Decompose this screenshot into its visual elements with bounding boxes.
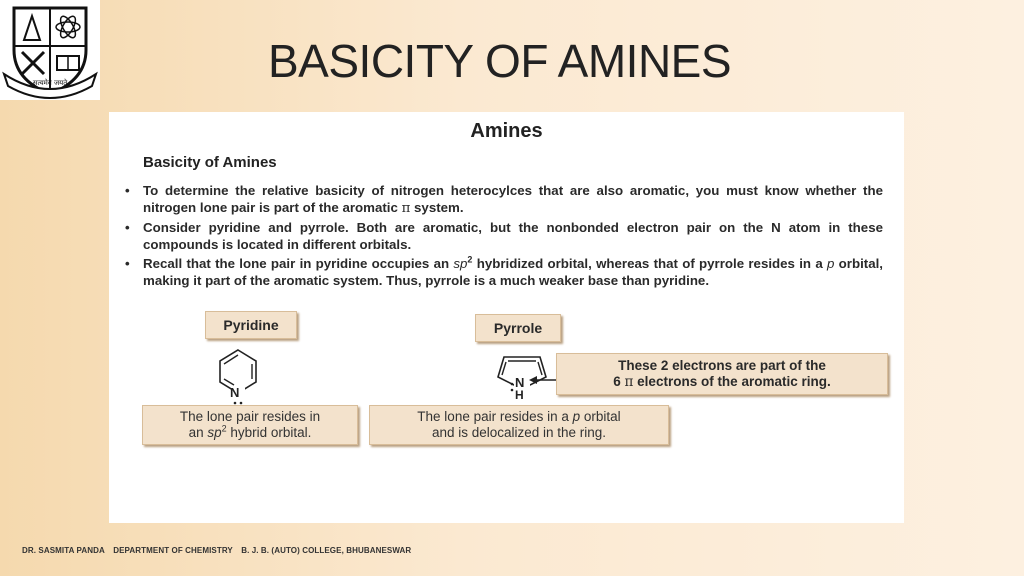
pyrrole-callout bbox=[556, 353, 888, 395]
pyridine-note-sp: sp bbox=[207, 425, 222, 440]
bullet-text-3c: orbital, making it part of the aromatic system. Thus, pyrrole is a much weaker base than pyridine. bbox=[143, 256, 883, 288]
bullet-dot: • bbox=[125, 256, 130, 271]
callout-line-2-post: electrons of the aromatic ring. bbox=[633, 374, 831, 389]
pyrrole-note-post: orbital bbox=[580, 409, 621, 424]
callout-line-1: These 2 electrons are part of the bbox=[618, 358, 826, 373]
pyrrole-note bbox=[369, 405, 669, 445]
sp-superscript: 2 bbox=[467, 254, 473, 265]
bullet-text-3b: hybridized orbital, whereas that of pyrrole resides in a bbox=[472, 256, 827, 271]
footer-author: DR. SASMITA PANDA bbox=[22, 546, 105, 555]
pyridine-note-pre: an bbox=[188, 425, 208, 440]
panel-heading: Amines bbox=[470, 120, 543, 142]
content-panel bbox=[109, 112, 904, 523]
pyridine-nitrogen-label: N bbox=[230, 385, 240, 400]
section-heading: Basicity of Amines bbox=[143, 154, 277, 171]
pyrrole-nitrogen-label: N bbox=[515, 375, 525, 390]
slide-title: BASICITY OF AMINES bbox=[268, 35, 732, 87]
pyrrole-note-line-2: and is delocalized in the ring. bbox=[431, 425, 607, 440]
sp-italic: sp bbox=[453, 256, 468, 271]
pyridine-note bbox=[142, 405, 358, 445]
footer bbox=[22, 546, 417, 555]
pyridine-note-line-2 bbox=[189, 425, 312, 441]
pyrrole-note-pre: The lone pair resides in a bbox=[417, 409, 573, 424]
pyridine-note-line-1: The lone pair resides in bbox=[179, 409, 321, 424]
bullet-text-3a: Recall that the lone pair in pyridine occupies an bbox=[143, 256, 454, 271]
footer-department: DEPARTMENT OF CHEMISTRY bbox=[113, 546, 233, 555]
bullet-item bbox=[123, 182, 883, 217]
pyrrole-note-p: p bbox=[572, 409, 581, 424]
bullet-list bbox=[123, 182, 883, 291]
pyridine-note-post: hybrid orbital. bbox=[226, 425, 312, 440]
callout-line-2 bbox=[613, 374, 830, 390]
pyrrole-hydrogen-label: H bbox=[515, 388, 524, 402]
bullet-text-1b: system. bbox=[410, 200, 464, 215]
pyrrole-label: Pyrrole bbox=[475, 314, 561, 342]
bullet-item bbox=[123, 255, 883, 289]
pi-symbol: π bbox=[401, 201, 411, 216]
logo-motto: सत्यमेव जयते bbox=[32, 79, 68, 87]
p-italic: p bbox=[826, 256, 835, 271]
callout-pi-symbol: π bbox=[624, 374, 634, 390]
pyrrole-note-line-1 bbox=[417, 409, 620, 425]
bullet-dot: • bbox=[125, 220, 130, 235]
callout-line-2-pre: 6 bbox=[613, 374, 625, 389]
bullet-text-1a: To determine the relative basicity of nitrogen heterocylces that are also aromatic, you must know whether the nitrogen lone pair is part of the aromatic bbox=[143, 183, 883, 215]
footer-college: B. J. B. (AUTO) COLLEGE, BHUBANESWAR bbox=[241, 546, 412, 555]
pyridine-note-sup: 2 bbox=[221, 423, 227, 434]
pyridine-label: Pyridine bbox=[205, 311, 297, 339]
bullet-text-2: Consider pyridine and pyrrole. Both are aromatic, but the nonbonded electron pair on the N atom in these compounds is located in different orbitals. bbox=[143, 220, 883, 252]
college-logo bbox=[0, 0, 100, 100]
bullet-dot: • bbox=[125, 183, 130, 198]
callout-arrow-icon bbox=[529, 374, 559, 386]
bullet-item bbox=[123, 219, 883, 253]
